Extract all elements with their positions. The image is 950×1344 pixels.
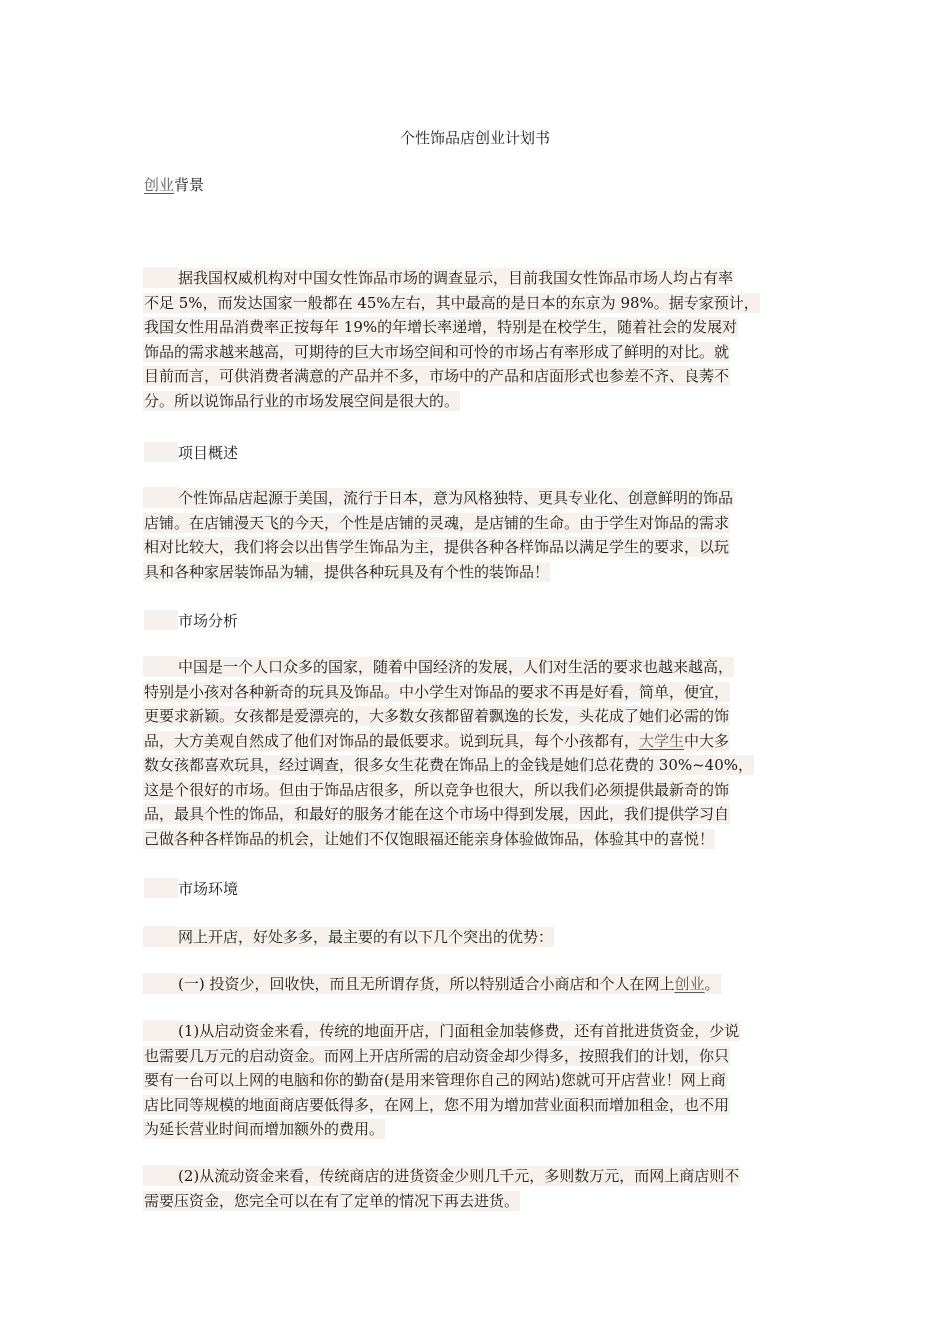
university-student-link[interactable]: 大学生 — [639, 731, 685, 750]
heading-text: 背景 — [174, 176, 205, 194]
startup-link[interactable]: 创业 — [144, 176, 175, 194]
paragraph-online-store-advantages: 网上开店，好处多多，最主要的有以下几个突出的优势： — [144, 926, 553, 947]
section-heading-overview: 项目概述 — [144, 442, 238, 463]
section-heading-market-analysis: 市场分析 — [144, 610, 238, 631]
section-heading-background — [144, 175, 204, 195]
paragraph-overview: 个性饰品店起源于美国，流行于日本，意为风格独特、更具专业化、创意鲜明的饰品 店铺。在店铺漫天飞的今天，个性是店铺的灵魂，是店铺的生命。由于学生对饰品的需求 相对比较大，我们将会以出售学生饰品为主，提供各种各样饰品以满足学生的要求，以玩 具和各种家居装饰品为辅，提供各种玩具及有个性的装饰品！ — [144, 489, 734, 581]
section-heading-market-environment: 市场环境 — [144, 878, 238, 899]
paragraph-startup-capital: (1)从启动资金来看，传统的地面开店，门面租金加装修费，还有首批进货资金，少说 也需要几万元的启动资金。而网上开店所需的启动资金却少得多，按照我们的计划，你只 要有一台可以上网的电脑和你的勤奋(是用来管理你自己的网站)您就可开店营业！网上商 店比同等规模的地面商店要低得多，在网上，您不用为增加营业面积而增加租金，也不用 为延长营业时间而增加额外的费用。 — [144, 1022, 740, 1138]
document-title: 个性饰品店创业计划书 — [399, 129, 550, 147]
paragraph-working-capital: (2)从流动资金来看，传统商店的进货资金少则几千元，多则数万元，而网上商店则不 需要压资金，您完全可以在有了定单的情况下再去进货。 — [144, 1167, 740, 1210]
paragraph-market-survey: 据我国权威机构对中国女性饰品市场的调查显示，目前我国女性饰品市场人均占有率 不足 5%，而发达国家一般都在 45%左右，其中最高的是日本的东京为 98%。据专家预计， 我国女性用品消费率正按每年 19%的年增长率递增，特别是在校学生，随着社会的发展对 饰品的需求越来越高，可期待的巨大市场空间和可怜的市场占有率形成了鲜明的对比。就 目前而言，可供消费者满意的产品并不多，市场中的产品和店面形式也参差不齐、良莠不 分。所以说饰品行业的市场发展空间是很大的。 — [144, 269, 759, 410]
point-low-investment: (一) 投资少，回收快，而且无所谓存货，所以特别适合小商店和个人在网上创业。 — [144, 973, 720, 994]
paragraph-market-analysis: 中国是一个人口众多的国家，随着中国经济的发展，人们对生活的要求也越来越高， 特别是小孩对各种新奇的玩具及饰品。中小学生对饰品的要求不再是好看，简单，便宜， 更要求新颖。女孩都是爱漂亮的，大多数女孩都留着飘逸的长发，头花成了她们必需的饰 品，大方美观自然成了他们对饰品的最低要求。说到玩具，每个小孩都有，大学生中大多 数女孩都喜欢玩具，经过调查，很多女生花费在饰品上的金钱是她们总花费的 30%~40%， 这是个很好的市场。但由于饰品店很多，所以竞争也很大，所以我们必须提供最新奇的饰 品，最具个性的饰品，和最好的服务才能在这个市场中得到发展，因此，我们提供学习自 己做各种各样饰品的机会，让她们不仅饱眼福还能亲身体验做饰品，体验其中的喜悦！ — [144, 658, 754, 848]
startup-link-2[interactable]: 创业 — [674, 975, 705, 993]
